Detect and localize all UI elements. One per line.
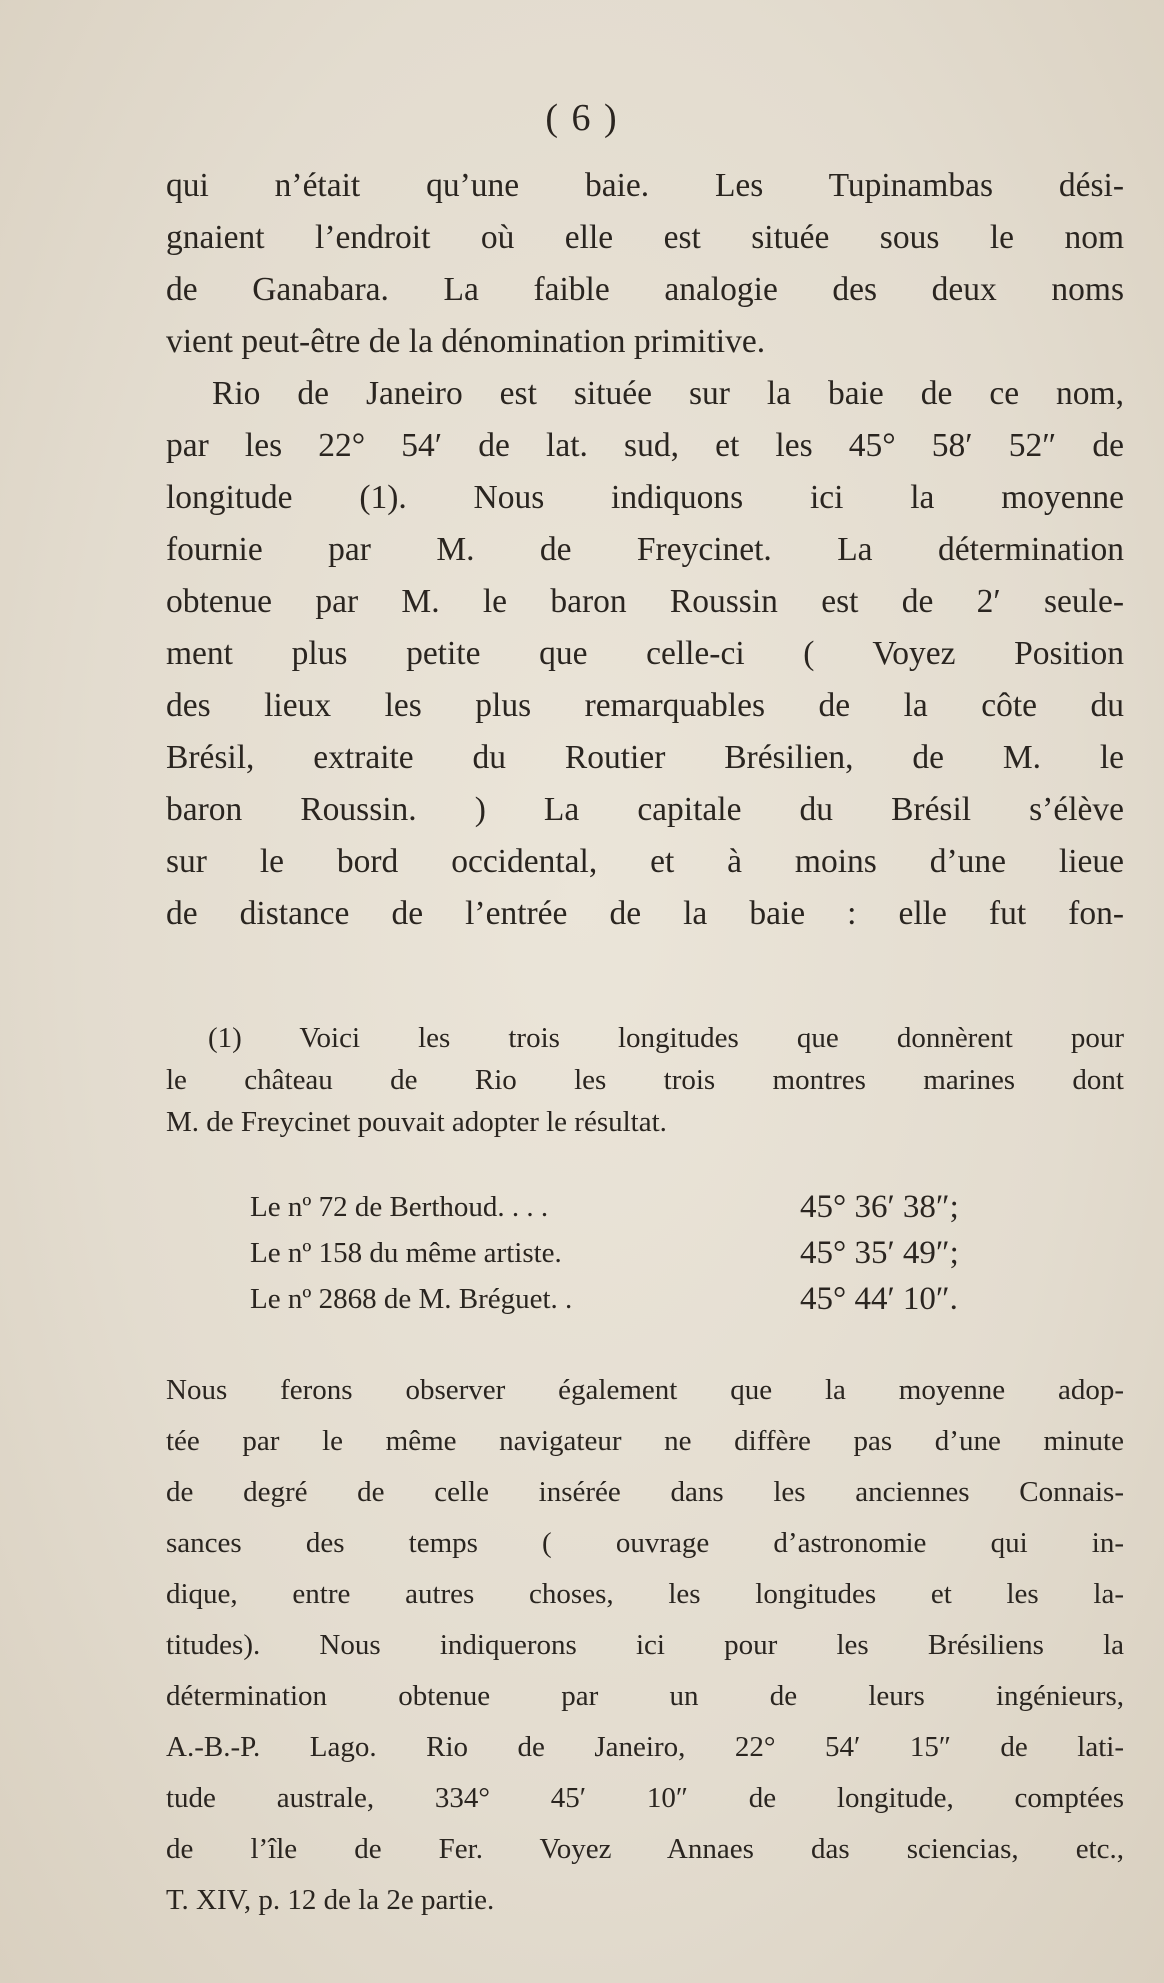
text-line: obtenue par M. le baron Roussin est de 2′ seule- <box>166 583 1124 620</box>
footnote-line: (1) Voici les trois longitudes que donnèrent pour <box>208 1022 1124 1054</box>
table-source: Le nº 72 de Berthoud. . . . <box>250 1191 549 1223</box>
footnote-line: détermination obtenue par un de leurs ingénieurs, <box>166 1680 1124 1712</box>
footnote-continuation <box>166 1365 1124 1926</box>
footnote-line: titudes). Nous indiquerons ici pour les Brésiliens la <box>166 1629 1124 1661</box>
footnote-line: sances des temps ( ouvrage d’astronomie qui in- <box>166 1527 1124 1559</box>
footnote-line: de l’île de Fer. Voyez Annaes das sciencias, etc., <box>166 1833 1124 1865</box>
page-number: ( 6 ) <box>545 97 619 139</box>
table-source: Le nº 158 du même artiste. <box>250 1237 562 1269</box>
text-line: sur le bord occidental, et à moins d’une lieue <box>166 843 1124 880</box>
footnote <box>166 1017 1124 1143</box>
table-value: 45° 44′ 10″. <box>800 1281 958 1317</box>
text-line: qui n’était qu’une baie. Les Tupinambas dési- <box>166 167 1124 204</box>
text-line: baron Roussin. ) La capitale du Brésil s’élève <box>166 791 1124 828</box>
table-row <box>250 1184 959 1230</box>
table-value: 45° 35′ 49″; <box>800 1235 959 1271</box>
text-line: par les 22° 54′ de lat. sud, et les 45° 58′ 52″ de <box>166 427 1124 464</box>
table-row <box>250 1276 959 1322</box>
main-text <box>166 160 1124 940</box>
footnote-line: tude australe, 334° 45′ 10″ de longitude, comptées <box>166 1782 1124 1814</box>
text-line: vient peut-être de la dénomination primitive. <box>166 323 766 360</box>
footnote-line: M. de Freycinet pouvait adopter le résultat. <box>166 1106 667 1138</box>
text-line: de distance de l’entrée de la baie : elle fut fon- <box>166 895 1124 932</box>
footnote-line: T. XIV, p. 12 de la 2e partie. <box>166 1884 495 1916</box>
footnote-line: tée par le même navigateur ne diffère pas d’une minute <box>166 1425 1124 1457</box>
longitude-table <box>250 1184 959 1322</box>
footnote-line: de degré de celle insérée dans les anciennes Connais- <box>166 1476 1124 1508</box>
footnote-line: dique, entre autres choses, les longitudes et les la- <box>166 1578 1124 1610</box>
text-line: Rio de Janeiro est située sur la baie de ce nom, <box>212 375 1124 412</box>
text-line: ment plus petite que celle-ci ( Voyez Position <box>166 635 1124 672</box>
table-row <box>250 1230 959 1276</box>
table-value: 45° 36′ 38″; <box>800 1189 959 1225</box>
footnote-line: le château de Rio les trois montres marines dont <box>166 1064 1124 1096</box>
footnote-line: A.-B.-P. Lago. Rio de Janeiro, 22° 54′ 15″ de lati- <box>166 1731 1124 1763</box>
text-line: Brésil, extraite du Routier Brésilien, de M. le <box>166 739 1124 776</box>
text-line: de Ganabara. La faible analogie des deux noms <box>166 271 1124 308</box>
footnote-line: Nous ferons observer également que la moyenne adop- <box>166 1374 1124 1406</box>
text-line: des lieux les plus remarquables de la côte du <box>166 687 1124 724</box>
table-source: Le nº 2868 de M. Bréguet. . <box>250 1283 573 1315</box>
text-line: longitude (1). Nous indiquons ici la moyenne <box>166 479 1124 516</box>
text-line: gnaient l’endroit où elle est située sous le nom <box>166 219 1124 256</box>
text-line: fournie par M. de Freycinet. La détermination <box>166 531 1124 568</box>
